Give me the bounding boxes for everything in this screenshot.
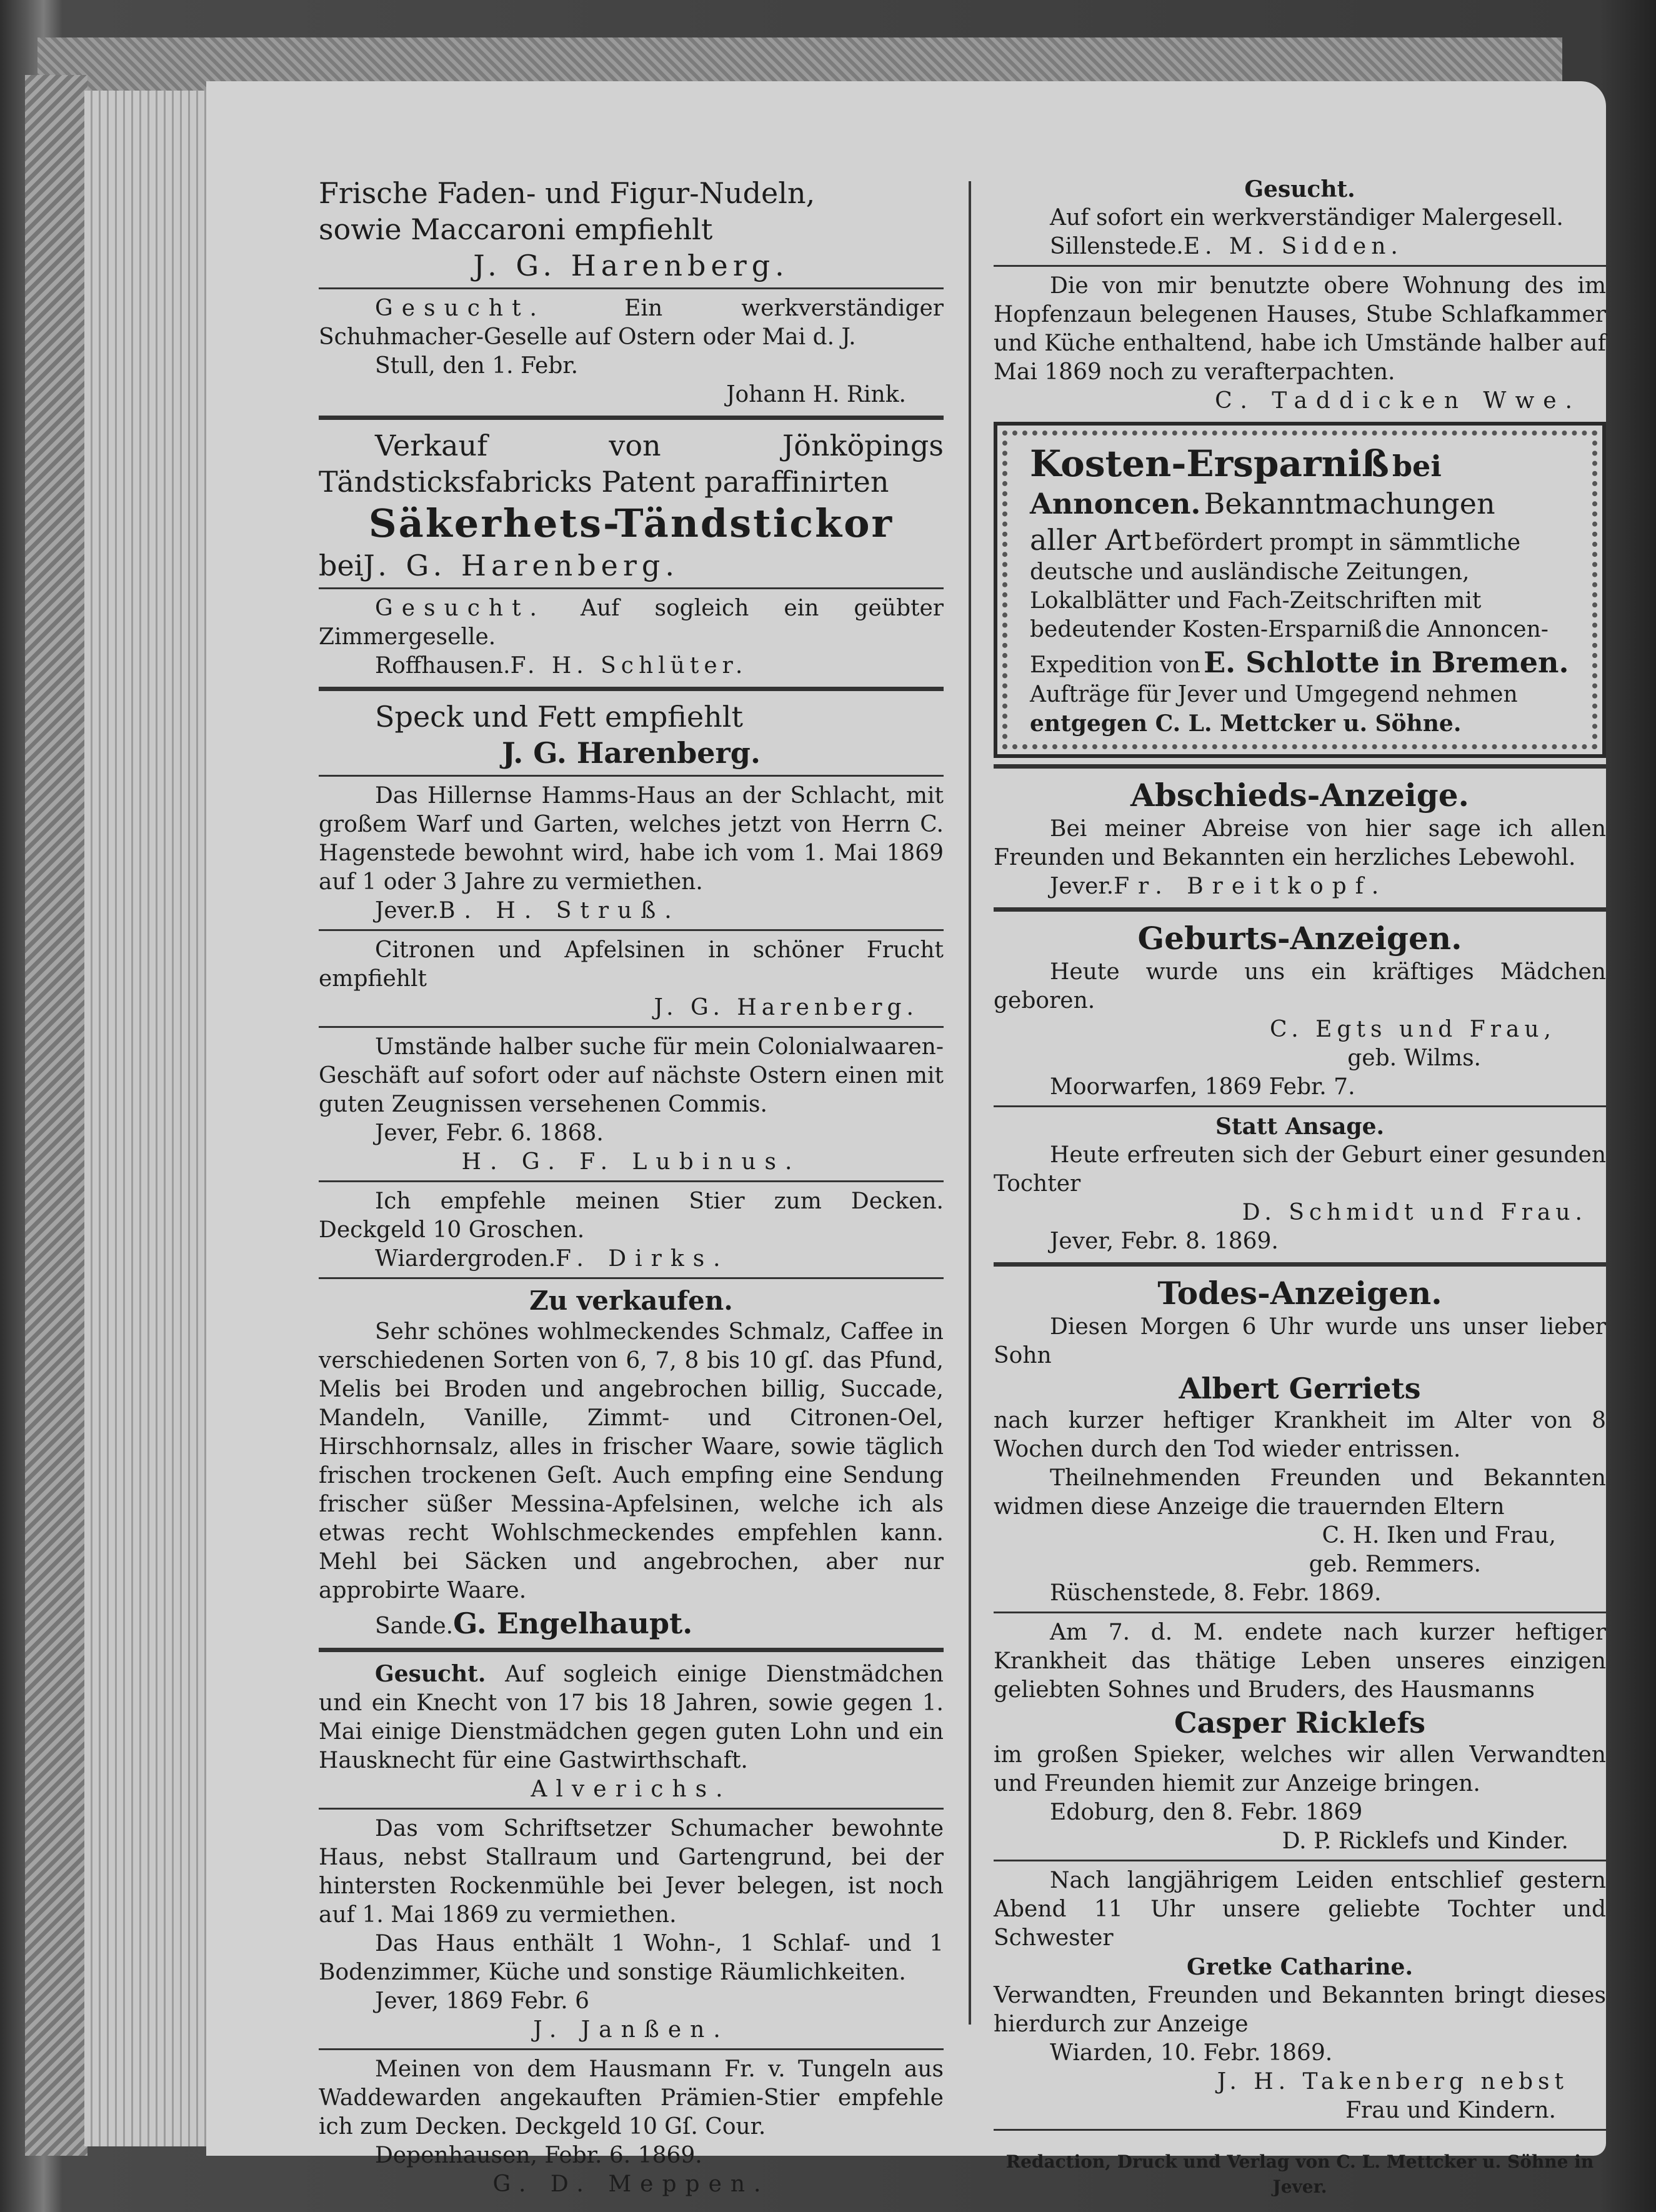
ad-text: Das Hillernse Hamms-Haus an der Schlacht, mit großem Warf und Garten, welches jetzt von Herrn C. Hagenstede bewohnt wird, habe ich vom 1. Mai 1869 auf 1 oder 3 Jahre zu vermiethen. (319, 783, 944, 895)
ad-divider (994, 764, 1606, 769)
ad-text: Auf sogleich einige Dienstmädchen und ein Knecht von 17 bis 18 Jahren, sowie gegen 1. Mai einige Dienstmädchen gegen guten Lohn und ein Hausknecht für eine Gastwirthschaft. (319, 1661, 944, 1773)
ad-subheadline: bei Annoncen. (1030, 449, 1442, 521)
ad-divider (319, 929, 944, 931)
ad-hamms-haus (319, 782, 944, 925)
ad-divider (319, 687, 944, 691)
ad-signature: J. G. Harenberg. (473, 249, 789, 282)
ad-kosten-ersparniss-box (994, 422, 1606, 758)
ad-place: Roffhausen. (375, 653, 511, 679)
ad-date: Jever, 1869 Febr. 6 (375, 1988, 589, 2014)
ad-divider (994, 2129, 1606, 2131)
ad-signature: Johann H. Rink. (726, 382, 906, 407)
ad-tod-takenberg (994, 1866, 1606, 2125)
ad-text: Sehr schönes wohlmeckendes Schmalz, Caffee in verschiedenen Sorten von 6, 7, 8 bis 10 gſ. das Pfund, Melis bei Broden und angebrochen billig, Succade, Mandeln, Vanille, Zimmt- und Citronen-Oel, Hirschhornsalz, alles in frischer Waare, sowie täglich frischen trockenen Geſt. Auch empfing eine Sendung frischer süßer Messina-Apfelsinen, welche ich als etwas recht Wohlschmeckendes empfehlen kann. Mehl bei Säcken und angebrochen, aber nur approbirte Waare. (319, 1319, 944, 1603)
ad-tod-ricklefs (994, 1618, 1606, 1856)
ad-signature: D. Schmidt und Frau. (1242, 1200, 1587, 1225)
ad-divider (319, 1808, 944, 1810)
ad-divider (319, 1180, 944, 1182)
ad-signature: J. G. Harenberg. (502, 736, 761, 770)
ad-text: Auf sogleich ein geübter Zimmergeselle. (319, 595, 944, 650)
ad-lead: Gesucht. (375, 296, 546, 321)
ad-lead: Gesucht. (375, 1661, 486, 1687)
ad-malergesell (994, 175, 1606, 261)
ad-firm: E. Schlotte in Bremen. (1204, 645, 1569, 679)
ad-schumacher-haus (319, 1815, 944, 2045)
ad-line: Frische Faden- und Figur-Nudeln, (319, 176, 816, 210)
ad-line: sowie Maccaroni empfiehlt (319, 212, 713, 246)
ad-signature: C. H. Iken und Frau, (1322, 1523, 1556, 1548)
ad-name: Gretke Catharine. (1187, 1954, 1413, 1980)
ad-signature: J. G. Harenberg. (363, 549, 679, 582)
book-cover-left (25, 75, 87, 2156)
printer-imprint: Redaction, Druck und Verlag von C. L. Mettcker u. Söhne in Jever. (1005, 2151, 1594, 2197)
ad-signature: Fr. Breitkopf. (1114, 874, 1388, 899)
ad-wohnung (994, 272, 1606, 416)
ad-tod-gerriets (994, 1274, 1606, 1608)
left-column (319, 175, 944, 2199)
ad-signature: J. Janßen. (533, 2017, 729, 2043)
ad-line: entgegen C. L. Mettcker u. Söhne. (1030, 710, 1462, 737)
ad-speck (319, 699, 944, 771)
ad-commis (319, 1033, 944, 1177)
ad-signature: G. Engelhaupt. (453, 1607, 693, 1640)
ad-text: Die von mir benutzte obere Wohnung des im Hopfenzaun belegenen Hauses, Stube Schlafkammer und Küche enthaltend, habe ich Umstände halber auf Mai 1869 noch zu verafterpachten. (994, 273, 1606, 385)
ad-text: Auf sofort ein werkverständiger Malergesell. (1050, 205, 1564, 231)
ad-headline: Todes-Anzeigen. (1157, 1275, 1442, 1312)
ad-date: Edoburg, den 8. Febr. 1869 (1050, 1800, 1363, 1825)
ad-dienstmaedchen (319, 1660, 944, 1804)
ad-text: Am 7. d. M. endete nach kurzer heftiger Krankheit das thätige Leben unseres einzigen geliebten Sohnes und Bruders, des Hausmanns (994, 1620, 1606, 1703)
ad-text: im großen Spieker, welches wir allen Verwandten und Freunden hiemit zur Anzeige bringen. (994, 1742, 1606, 1796)
right-column (994, 175, 1606, 2200)
ad-headline-2: Bekanntmachungen aller Art (1030, 487, 1495, 557)
ad-signature: F. Dirks. (556, 1246, 729, 1272)
ad-signature-2: geb. Remmers. (1309, 1552, 1481, 1577)
ad-divider (994, 1860, 1606, 1861)
ad-praemien-stier (319, 2055, 944, 2199)
ad-text: Nach langjährigem Leiden entschlief gestern Abend 11 Uhr unsere geliebte Tochter und Schwester (994, 1868, 1606, 1951)
ad-signature: J. G. Harenberg. (654, 995, 919, 1020)
ad-signature: J. H. Takenberg nebst (1217, 2069, 1569, 2095)
ad-line: Aufträge für Jever und Umgegend nehmen (1030, 682, 1518, 707)
ad-signature: H. G. F. Lubinus. (461, 1149, 801, 1175)
ad-divider (319, 1648, 944, 1652)
ad-headline: Kosten-Ersparniß (1030, 442, 1389, 485)
ad-date: Moorwarfen, 1869 Febr. 7. (1050, 1074, 1355, 1100)
ad-divider (319, 416, 944, 420)
ad-name: Casper Ricklefs (1174, 1706, 1425, 1740)
ad-place: Stull, den 1. Febr. (375, 353, 579, 379)
ad-headline: Abschieds-Anzeige. (1130, 777, 1469, 814)
ad-text: Ich empfehle meinen Stier zum Decken. Deckgeld 10 Groschen. (319, 1188, 944, 1243)
ad-headline: Gesucht. (1244, 176, 1355, 202)
ad-text: Heute wurde uns ein kräftiges Mädchen geboren. (994, 959, 1606, 1014)
ad-date: Rüschenstede, 8. Febr. 1869. (1050, 1580, 1382, 1606)
ad-line: Speck und Fett empfiehlt (375, 700, 743, 734)
ad-place: Sande. (375, 1613, 454, 1639)
ad-text: Theilnehmenden Freunden und Bekannten widmen diese Anzeige die trauernden Eltern (994, 1465, 1606, 1520)
ad-place: Sillenstede. (1050, 234, 1184, 259)
ad-headline: Geburts-Anzeigen. (1137, 920, 1462, 957)
ad-schuhmacher (319, 294, 944, 409)
ad-date: Jever, Febr. 6. 1868. (375, 1120, 604, 1146)
ad-geburt-schmidt (994, 1112, 1606, 1256)
ad-signature: C. Taddicken Wwe. (1215, 388, 1581, 414)
ad-text: Meinen von dem Hausmann Fr. v. Tungeln aus Waddewarden angekauften Prämien-Stier empfehle ich zum Decken. Deckgeld 10 Gſ. Cour. (319, 2056, 944, 2140)
ad-divider (319, 587, 944, 589)
ad-divider (994, 1105, 1606, 1107)
ad-date: Jever, Febr. 8. 1869. (1050, 1228, 1279, 1254)
ad-signature-2: geb. Wilms. (1347, 1045, 1481, 1071)
ad-signature-2: Frau und Kindern. (1345, 2098, 1556, 2123)
ad-signature: Alverichs. (531, 1776, 732, 1802)
ad-place: Jever. (375, 898, 439, 924)
ad-signature: E. M. Sidden. (1183, 234, 1403, 259)
ad-name: Albert Gerriets (1179, 1372, 1421, 1405)
ad-line: Verkauf von Jönköpings Tändsticksfabricks Patent paraffinirten (319, 429, 944, 499)
ad-text: bei (319, 549, 364, 582)
ad-headline: Statt Ansage. (1215, 1113, 1385, 1140)
ad-divider (994, 1612, 1606, 1613)
ad-divider (994, 907, 1606, 912)
ad-text: Diesen Morgen 6 Uhr wurde uns unser lieber Sohn (994, 1314, 1606, 1368)
ad-signature: G. D. Meppen. (492, 2171, 770, 2197)
ad-text: die Annoncen-Expedition von (1030, 617, 1549, 678)
ad-text: Das vom Schriftsetzer Schumacher bewohnte Haus, nebst Stallraum und Gartengrund, bei der hintersten Rockenmühle bei Jever belegen, ist noch auf 1. Mai 1869 zu vermiethen. (319, 1816, 944, 1928)
ad-lead: Gesucht. (375, 595, 546, 621)
ad-text: Verwandten, Freunden und Bekannten bringt dieses hierdurch zur Anzeige (994, 1983, 1606, 2037)
ad-divider (319, 775, 944, 777)
ad-text: Bei meiner Abreise von hier sage ich allen Freunden und Bekannten ein herzliches Lebewohl. (994, 816, 1606, 870)
ad-divider (319, 287, 944, 289)
column-divider (969, 181, 971, 2025)
ad-signature: D. P. Ricklefs und Kinder. (1282, 1828, 1569, 1854)
ad-date: Depenhausen, Febr. 6. 1869. (375, 2143, 702, 2168)
ad-text: Citronen und Apfelsinen in schöner Frucht empfiehlt (319, 937, 944, 992)
ad-divider (319, 1277, 944, 1279)
ad-headline: Zu verkaufen. (529, 1285, 733, 1316)
ad-signature: C. Egts und Frau, (1270, 1017, 1556, 1042)
ad-zu-verkaufen (319, 1284, 944, 1642)
ad-nudeln (319, 175, 944, 284)
ad-headline: Säkerhets-Tändstickor (368, 501, 894, 546)
ad-text: Das Haus enthält 1 Wohn-, 1 Schlaf- und 1 Bodenzimmer, Küche und sonstige Räumlichkeiten. (319, 1931, 944, 1985)
ad-text: nach kurzer heftiger Krankheit im Alter von 8 Wochen durch den Tod wieder entrissen. (994, 1408, 1606, 1462)
ad-tandstickor (319, 427, 944, 584)
ad-signature: F. H. Schlüter. (510, 653, 748, 679)
ad-divider (994, 265, 1606, 267)
ad-text: befördert prompt in sämmtliche deutsche und ausländische Zeitungen, Lokalblätter und Fach-Zeitschriften mit bedeutender Kosten-Ersparniß (1030, 530, 1521, 642)
page-edges (84, 91, 216, 2146)
ad-text: Ein werkverständiger Schuhmacher-Geselle auf Ostern oder Mai d. J. (319, 296, 944, 350)
ad-divider (994, 1262, 1606, 1267)
ad-divider (319, 1026, 944, 1028)
ad-signature: B. H. Struß. (439, 898, 681, 924)
ad-zimmergeselle (319, 594, 944, 680)
ad-text: Heute erfreuten sich der Geburt einer gesunden Tochter (994, 1142, 1606, 1197)
ad-place: Jever. (1050, 874, 1114, 899)
ad-date: Wiarden, 10. Febr. 1869. (1050, 2040, 1333, 2066)
ad-divider (319, 2048, 944, 2050)
ad-place: Wiardergroden. (375, 1246, 556, 1272)
ad-text: Umstände halber suche für mein Colonialwaaren-Geschäft auf sofort oder auf nächste Ostern einen mit guten Zeugnissen versehenen Commis. (319, 1034, 944, 1117)
ad-abschied (994, 776, 1606, 901)
ad-geburt-egts (994, 919, 1606, 1102)
ad-citronen (319, 936, 944, 1022)
ad-stier (319, 1187, 944, 1273)
